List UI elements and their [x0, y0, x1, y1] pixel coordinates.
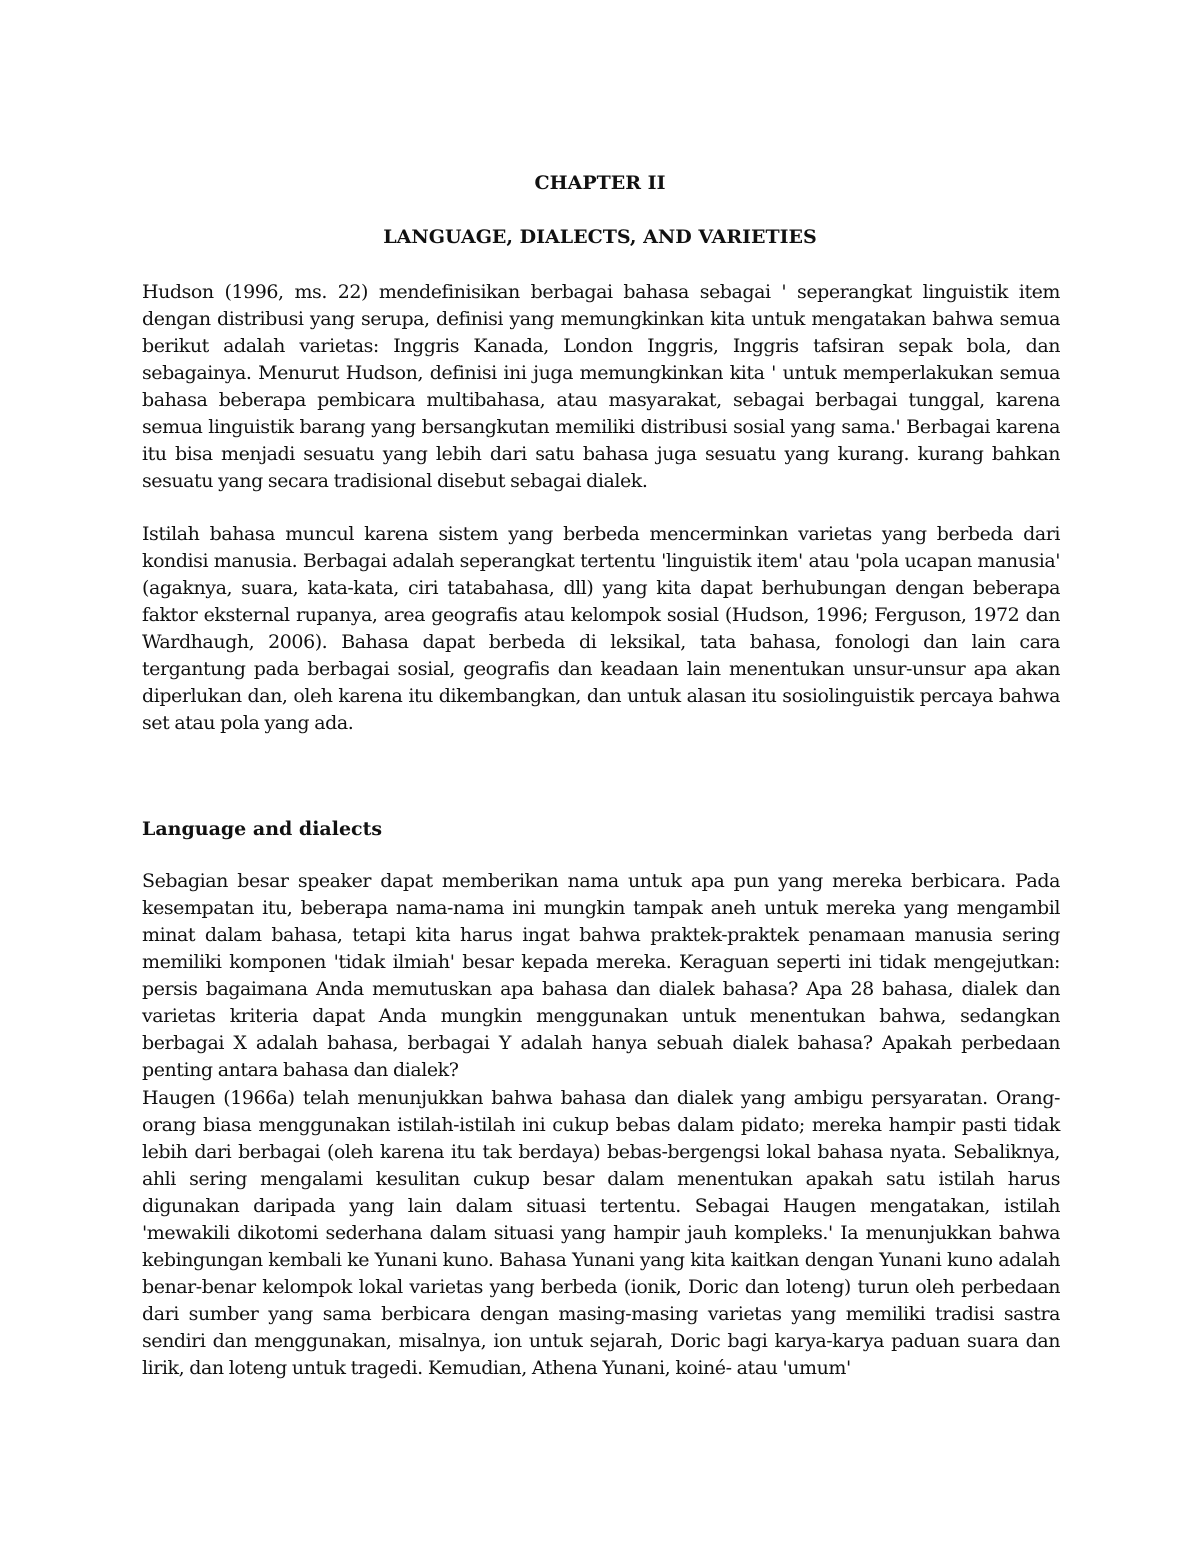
paragraph-speakers-naming: Sebagian besar speaker dapat memberikan nama untuk apa pun yang mereka berbicara. Pada kesempatan itu, beberapa nama-nama ini mungkin tampak aneh untuk mereka yang mengambil minat dalam bahasa, tetapi kita harus ingat bahwa praktek-praktek penamaan manusia sering memiliki komponen 'tidak ilmiah' besar kepada mereka. Keraguan seperti ini tidak mengejutkan: persis bagaimana Anda memutuskan apa bahasa dan dialek bahasa? Apa 28 bahasa, dialek dan varietas kriteria dapat Anda mungkin menggunakan untuk menentukan bahwa, sedangkan berbagai X adalah bahasa, berbagai Y adalah hanya sebuah dialek bahasa? Apakah perbedaan penting antara bahasa dan dialek? — [142, 870, 1060, 1081]
paragraph-hudson-definition: Hudson (1996, ms. 22) mendefinisikan berbagai bahasa sebagai ' seperangkat linguistik item dengan distribusi yang serupa, definisi yang memungkinkan kita untuk mengatakan bahwa semua berikut adalah varietas: Inggris Kanada, London Inggris, Inggris tafsiran sepak bola, dan sebagainya. Menurut Hudson, definisi ini juga memungkinkan kita ' untuk memperlakukan semua bahasa beberapa pembicara multibahasa, atau masyarakat, sebagai berbagai tunggal, karena semua linguistik barang yang bersangkutan memiliki distribusi sosial yang sama.' Berbagai karena itu bisa menjadi sesuatu yang lebih dari satu bahasa juga sesuatu yang kurang. kurang bahkan sesuatu yang secara tradisional disebut sebagai dialek. — [142, 281, 1060, 492]
chapter-subtitle: LANGUAGE, DIALECTS, AND VARIETIES — [383, 226, 817, 248]
paragraph-haugen: Haugen (1966a) telah menunjukkan bahwa bahasa dan dialek yang ambigu persyaratan. Orang-orang biasa menggunakan istilah-istilah ini cukup bebas dalam pidato; mereka hampir pasti tidak lebih dari berbagai (oleh karena itu tak berdaya) bebas-bergengsi lokal bahasa nyata. Sebaliknya, ahli sering mengalami kesulitan cukup besar dalam menentukan apakah satu istilah harus digunakan daripada yang lain dalam situasi tertentu. Sebagai Haugen mengatakan, istilah 'mewakili dikotomi sederhana dalam situasi yang hampir jauh kompleks.' Ia menunjukkan bahwa kebingungan kembali ke Yunani kuno. Bahasa Yunani yang kita kaitkan dengan Yunani kuno adalah benar-benar kelompok lokal varietas yang berbeda (ionik, Doric dan loteng) turun oleh perbedaan dari sumber yang sama berbicara dengan masing-masing varietas yang memiliki tradisi sastra sendiri dan menggunakan, misalnya, ion untuk sejarah, Doric bagi karya-karya paduan suara dan lirik, dan loteng untuk tragedi. Kemudian, Athena Yunani, koiné- atau 'umum' — [142, 1087, 1060, 1379]
chapter-title: CHAPTER II — [534, 172, 666, 194]
paragraph-language-term: Istilah bahasa muncul karena sistem yang berbeda mencerminkan varietas yang berbeda dari kondisi manusia. Berbagai adalah seperangkat tertentu 'linguistik item' atau 'pola ucapan manusia' (agaknya, suara, kata-kata, ciri tatabahasa, dll) yang kita dapat berhubungan dengan beberapa faktor eksternal rupanya, area geografis atau kelompok sosial (Hudson, 1996; Ferguson, 1972 dan Wardhaugh, 2006). Bahasa dapat berbeda di leksikal, tata bahasa, fonologi dan lain cara tergantung pada berbagai sosial, geografis dan keadaan lain menentukan unsur-unsur apa akan diperlukan dan, oleh karena itu dikembangkan, dan untuk alasan itu sosiolinguistik percaya bahwa set atau pola yang ada. — [142, 523, 1060, 734]
section-heading-language-and-dialects: Language and dialects — [142, 818, 383, 840]
